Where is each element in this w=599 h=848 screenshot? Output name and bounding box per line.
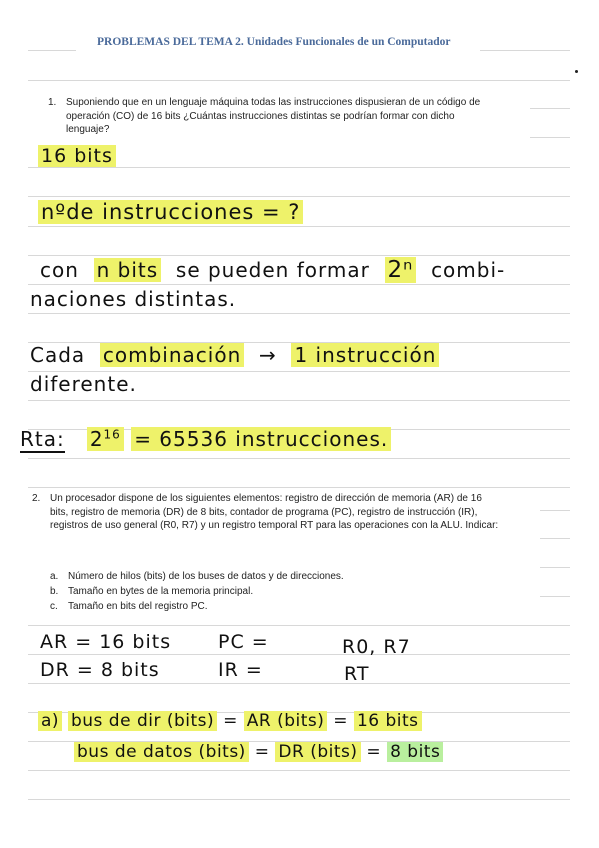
ruled-line <box>28 683 570 684</box>
hw-diferente: diferente. <box>30 372 137 396</box>
hw-16-bits: 16 bits <box>38 147 116 166</box>
ruled-line <box>28 654 570 655</box>
page-title: PROBLEMAS DEL TEMA 2. Unidades Funcionales de un Computador <box>97 36 451 48</box>
hw-answer: Rta: $2^{16} = 65536$ instrucciones. <box>20 428 391 449</box>
ruled-line <box>28 313 570 314</box>
ruled-line <box>540 596 570 597</box>
hw-dr: DR = 8 bits <box>40 659 160 681</box>
hw-bus-datos: bus de datos (bits) = DR (bits) = 8 bits <box>74 744 443 761</box>
ruled-line <box>28 625 570 626</box>
problem-1 <box>48 96 498 137</box>
hw-pc: PC = <box>218 631 269 653</box>
ruled-line <box>28 458 570 459</box>
problem-1-text: Suponiendo que en un lenguaje máquina todas las instrucciones dispusieran de un código de operación (CO) de 16 bits ¿Cuántas instrucciones distintas se podrían formar con dicho lenguaje? <box>66 97 481 135</box>
ruled-line <box>540 567 570 568</box>
ruled-line <box>28 226 570 227</box>
problem-2-text: Un procesador dispone de los siguientes elementos: registro de dirección de memoria (AR) de 16 bits, registro de memoria (DR) de 8 bits, contador de programa (PC), registro de instrucción (IR), registros de uso general (R0, R7) y un registro temporal RT para las operaciones con la ALU. Indicar: <box>50 493 499 531</box>
problem-2-item-b: b. Tamaño en bytes de la memoria principal. <box>50 586 254 597</box>
problem-2-item-c: c. Tamaño en bits del registro PC. <box>50 601 208 612</box>
hw-naciones-distintas: naciones distintas. <box>30 287 237 311</box>
ruled-line <box>530 108 570 109</box>
hw-bus-dir: a) bus de dir (bits) = AR (bits) = 16 bits <box>38 713 422 730</box>
ruled-line <box>28 799 570 800</box>
ruled-line <box>28 400 570 401</box>
answer-label: Rta: <box>20 426 65 451</box>
ruled-line <box>28 770 570 771</box>
ruled-line <box>28 80 570 81</box>
ruled-line <box>530 137 570 138</box>
ruled-line <box>28 196 570 197</box>
hw-num-instrucciones: nºde instrucciones = ? <box>38 202 303 223</box>
hw-rt: RT <box>344 663 370 685</box>
ruled-line <box>28 255 570 256</box>
ruled-line <box>540 510 570 511</box>
hw-r0-r7: R0, R7 <box>342 636 411 658</box>
ruled-line <box>480 50 570 51</box>
ruled-line <box>28 284 570 285</box>
ruled-line <box>28 167 570 168</box>
ruled-line <box>28 50 76 51</box>
ruled-line <box>28 487 570 488</box>
problem-2 <box>32 492 502 533</box>
problem-2-item-a: a. Número de hilos (bits) de los buses de datos y de direcciones. <box>50 571 344 582</box>
problem-1-number: 1. <box>48 97 57 108</box>
ink-dot <box>575 70 578 73</box>
ruled-line <box>540 538 570 539</box>
problem-2-number: 2. <box>32 493 41 504</box>
hw-ir: IR = <box>218 659 263 681</box>
hw-cada-combinacion: Cada combinación → 1 instrucción <box>30 345 439 365</box>
hw-ar: AR = 16 bits <box>40 631 172 653</box>
hw-line-con-n-bits: con n bits se pueden formar 2ⁿ combi- <box>40 257 506 283</box>
